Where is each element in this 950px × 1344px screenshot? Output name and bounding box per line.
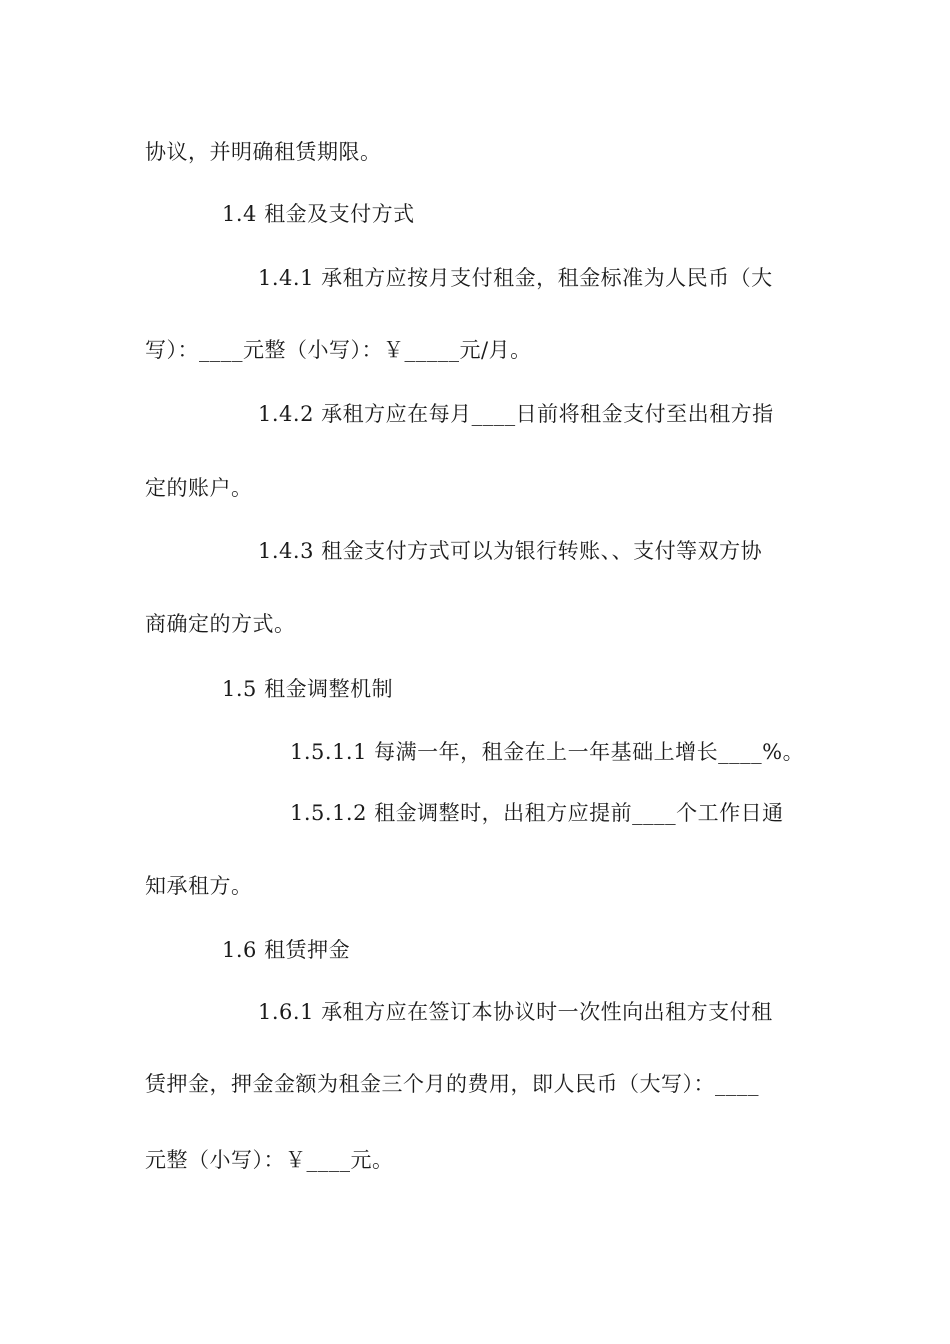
- heading-1-5-rent-adjustment: 1.5 租金调整机制: [222, 677, 394, 701]
- heading-1-6-rental-deposit: 1.6 租赁押金: [222, 938, 351, 962]
- text-line-1-6-1-part1: 1.6.1 承租方应在签订本协议时一次性向出租方支付租: [258, 1000, 773, 1024]
- text-line-1-5-1-1: 1.5.1.1 每满一年，租金在上一年基础上增长____%。: [290, 740, 805, 764]
- text-line-1-5-1-2-part2: 知承租方。: [145, 874, 253, 898]
- text-line-1-4-2-part1: 1.4.2 承租方应在每月____日前将租金支付至出租方指: [258, 402, 774, 426]
- text-line-1-5-1-2-part1: 1.5.1.2 租金调整时，出租方应提前____个工作日通: [290, 801, 784, 825]
- text-line-1-4-1-part2: 写）：____元整（小写）：￥_____元/月。: [145, 338, 532, 362]
- text-line-agreement-term: 协议，并明确租赁期限。: [145, 140, 382, 164]
- text-line-1-4-2-part2: 定的账户。: [145, 476, 253, 500]
- text-line-1-4-3-part1: 1.4.3 租金支付方式可以为银行转账、、支付等双方协: [258, 539, 763, 563]
- heading-1-4-rent-payment: 1.4 租金及支付方式: [222, 202, 415, 226]
- text-line-1-6-1-part3: 元整（小写）：￥____元。: [145, 1148, 394, 1172]
- text-line-1-6-1-part2: 赁押金，押金金额为租金三个月的费用，即人民币（大写）：____: [145, 1072, 759, 1096]
- text-line-1-4-1-part1: 1.4.1 承租方应按月支付租金，租金标准为人民币（大: [258, 266, 773, 290]
- text-line-1-4-3-part2: 商确定的方式。: [145, 612, 296, 636]
